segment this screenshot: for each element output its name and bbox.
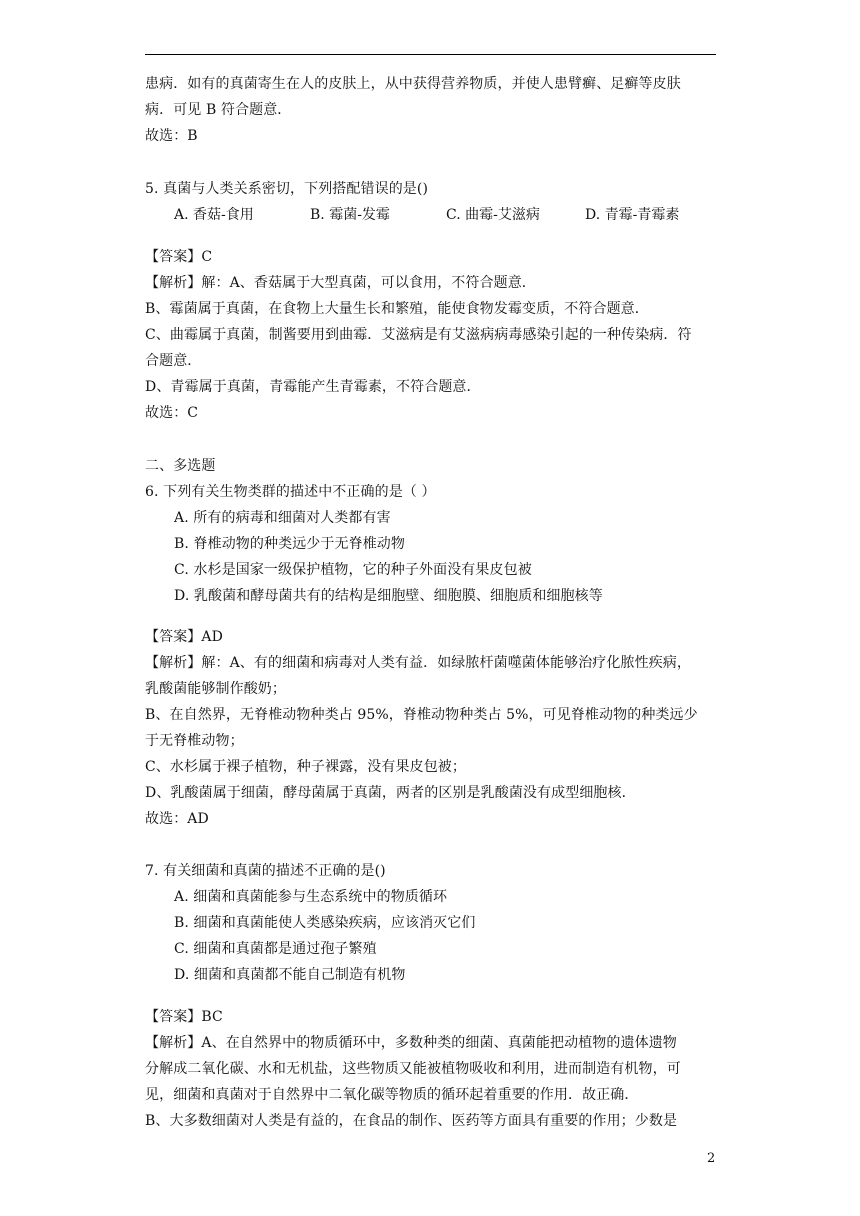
q6-analysis-line-3: B、在自然界，无脊椎动物种类占 95%，脊椎动物种类占 5%，可见脊椎动物的种类远少 bbox=[145, 707, 698, 723]
q6-analysis-line-5: C、水杉属于裸子植物，种子裸露，没有果皮包被； bbox=[145, 759, 467, 775]
q7-analysis-line-3: 见，细菌和真菌对于自然界中二氧化碳等物质的循环起着重要的作用．故正确． bbox=[145, 1087, 639, 1103]
q5-option-a: A. 香菇-食用 bbox=[174, 207, 254, 223]
q5-analysis-line-6: 故选：C bbox=[145, 405, 199, 421]
q4-explanation-line-1: 患病．如有的真菌寄生在人的皮肤上，从中获得营养物质，并使人患臂癣、足癣等皮肤 bbox=[145, 76, 681, 92]
q7-stem: 7. 有关细菌和真菌的描述不正确的是() bbox=[145, 863, 386, 879]
page-number: 2 bbox=[707, 1151, 716, 1166]
q5-option-b: B. 霉菌-发霉 bbox=[310, 207, 390, 223]
q5-analysis-line-1: 【解析】解：A、香菇属于大型真菌，可以食用，不符合题意． bbox=[145, 275, 536, 291]
q7-option-c: C. 细菌和真菌都是通过孢子繁殖 bbox=[174, 941, 377, 957]
q5-option-c: C. 曲霉-艾滋病 bbox=[446, 207, 540, 223]
q6-analysis-line-1: 【解析】解：A、有的细菌和病毒对人类有益．如绿脓杆菌噬菌体能够治疗化脓性疾病， bbox=[145, 655, 692, 671]
q6-analysis-line-2: 乳酸菌能够制作酸奶； bbox=[145, 681, 286, 697]
q6-analysis-line-4: 于无脊椎动物； bbox=[145, 733, 244, 749]
q6-option-d: D. 乳酸菌和酵母菌共有的结构是细胞壁、细胞膜、细胞质和细胞核等 bbox=[174, 588, 603, 604]
q5-analysis-line-2: B、霉菌属于真菌，在食物上大量生长和繁殖，能使食物发霉变质，不符合题意． bbox=[145, 301, 649, 317]
q5-analysis-line-4: 合题意． bbox=[145, 353, 202, 369]
q7-option-b: B. 细菌和真菌能使人类感染疾病，应该消灭它们 bbox=[174, 915, 476, 931]
header-rule bbox=[145, 54, 716, 55]
q7-analysis-line-1: 【解析】A、在自然界中的物质循环中，多数种类的细菌、真菌能把动植物的遗体遗物 bbox=[145, 1035, 677, 1051]
q5-stem: 5. 真菌与人类关系密切，下列搭配错误的是() bbox=[145, 181, 429, 197]
q7-option-d: D. 细菌和真菌都不能自己制造有机物 bbox=[174, 967, 406, 983]
q4-explanation-line-2: 病．可见 B 符合题意． bbox=[145, 102, 292, 118]
q6-analysis-line-7: 故选：AD bbox=[145, 811, 209, 827]
q6-option-b: B. 脊椎动物的种类远少于无脊椎动物 bbox=[174, 536, 405, 552]
q6-option-a: A. 所有的病毒和细菌对人类都有害 bbox=[174, 510, 391, 526]
q7-analysis-line-2: 分解成二氧化碳、水和无机盐，这些物质又能被植物吸收和利用，进而制造有机物，可 bbox=[145, 1061, 681, 1077]
q5-answer: 【答案】C bbox=[145, 249, 213, 265]
q5-analysis-line-5: D、青霉属于真菌，青霉能产生青霉素，不符合题意． bbox=[145, 379, 481, 395]
q4-selection: 故选：B bbox=[145, 128, 198, 144]
q7-answer: 【答案】BC bbox=[145, 1009, 223, 1025]
section-title: 二、多选题 bbox=[145, 458, 216, 474]
q6-analysis-line-6: D、乳酸菌属于细菌，酵母菌属于真菌，两者的区别是乳酸菌没有成型细胞核． bbox=[145, 785, 636, 801]
q6-option-c: C. 水杉是国家一级保护植物，它的种子外面没有果皮包被 bbox=[174, 562, 532, 578]
q6-stem: 6. 下列有关生物类群的描述中不正确的是（ ） bbox=[145, 484, 436, 500]
q7-option-a: A. 细菌和真菌能参与生态系统中的物质循环 bbox=[174, 889, 448, 905]
q6-answer: 【答案】AD bbox=[145, 629, 223, 645]
q7-analysis-line-4: B、大多数细菌对人类是有益的，在食品的制作、医药等方面具有重要的作用；少数是 bbox=[145, 1113, 678, 1129]
q5-analysis-line-3: C、曲霉属于真菌，制酱要用到曲霉．艾滋病是有艾滋病病毒感染引起的一种传染病．符 bbox=[145, 327, 692, 343]
q5-option-d: D. 青霉-青霉素 bbox=[585, 207, 680, 223]
